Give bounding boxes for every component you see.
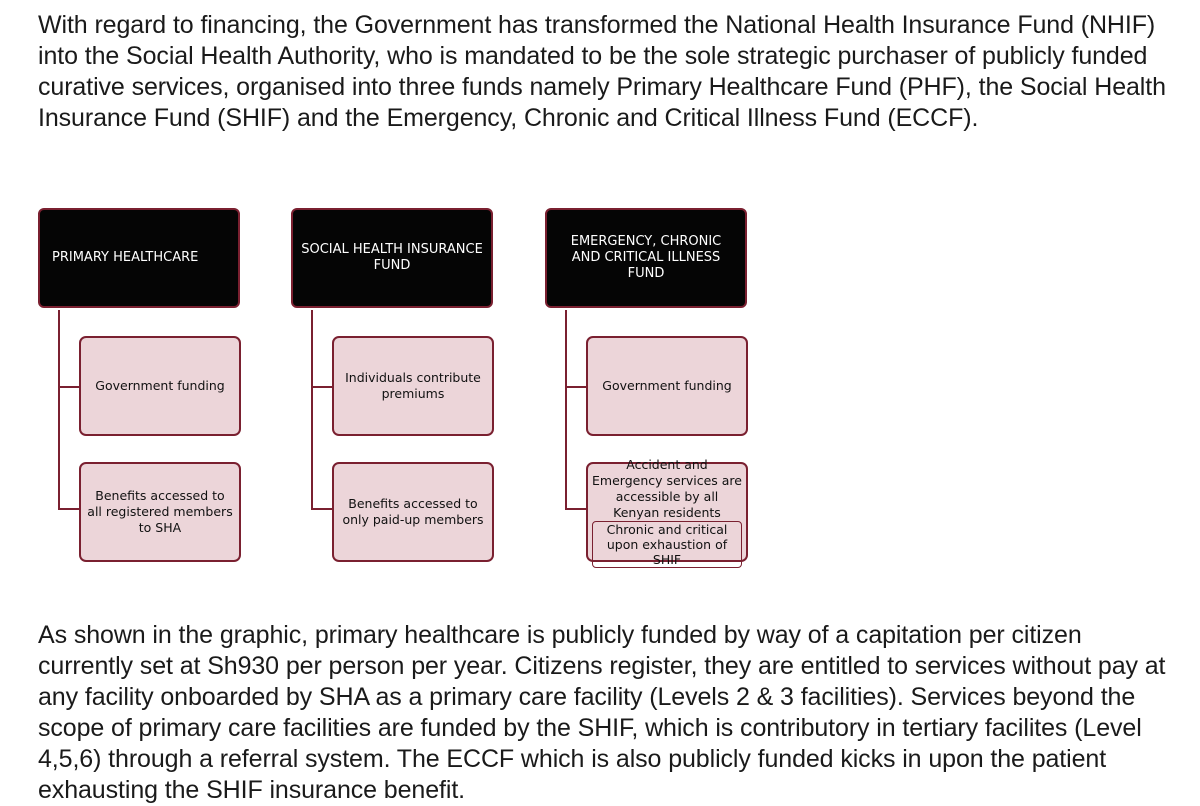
emergency-access-text: Accident and Emergency services are accessible by all Kenyan residents xyxy=(592,456,742,520)
benefit-access-box: Benefits accessed to only paid-up members xyxy=(332,462,494,562)
funding-source-box: Government funding xyxy=(586,336,748,436)
intro-paragraph: With regard to financing, the Government has transformed the National Health Insurance Fund (NHIF) into the Social Health Authority, who is mandated to be the sole strategic purchaser of publicly funded curative services, organised into three funds namely Primary Healthcare Fund (PHF), the Social Health Insurance Fund (SHIF) and the Emergency, Chronic and Critical Illness Fund (ECCF). xyxy=(38,11,1166,132)
connector-horizontal xyxy=(565,508,587,510)
connector-vertical xyxy=(565,310,567,510)
funding-source-box: Individuals contribute premiums xyxy=(332,336,494,436)
connector-vertical xyxy=(311,310,313,510)
fund-column-shif xyxy=(291,208,511,570)
connector-vertical xyxy=(58,310,60,510)
fund-header-eccf: EMERGENCY, CHRONIC AND CRITICAL ILLNESS FUND xyxy=(545,208,747,308)
benefit-access-box: Benefits accessed to all registered members to SHA xyxy=(79,462,241,562)
fund-column-eccf xyxy=(545,208,765,570)
closing-paragraph: As shown in the graphic, primary healthcare is publicly funded by way of a capitation per citizen currently set at Sh930 per person per year. Citizens register, they are entitled to services without pay at any facility onboarded by SHA as a primary care facility (Levels 2 & 3 facilities). Services beyond the scope of primary care facilities are funded by the SHIF, which is contributory in tertiary facilites (Level 4,5,6) through a referral system. The ECCF which is also publicly funded kicks in upon the patient exhausting the SHIF insurance benefit. xyxy=(38,621,1166,804)
connector-horizontal xyxy=(58,386,80,388)
benefit-access-box xyxy=(586,456,748,567)
funding-source-box: Government funding xyxy=(79,336,241,436)
fund-column-primary-healthcare xyxy=(38,208,258,570)
connector-horizontal xyxy=(565,386,587,388)
connector-horizontal xyxy=(58,508,80,510)
fund-header-shif: SOCIAL HEALTH INSURANCE FUND xyxy=(291,208,493,308)
connector-horizontal xyxy=(311,386,333,388)
chronic-access-text: Chronic and critical upon exhaustion of SHIF xyxy=(592,521,742,568)
fund-header-primary-healthcare: PRIMARY HEALTHCARE xyxy=(38,208,240,308)
connector-horizontal xyxy=(311,508,333,510)
